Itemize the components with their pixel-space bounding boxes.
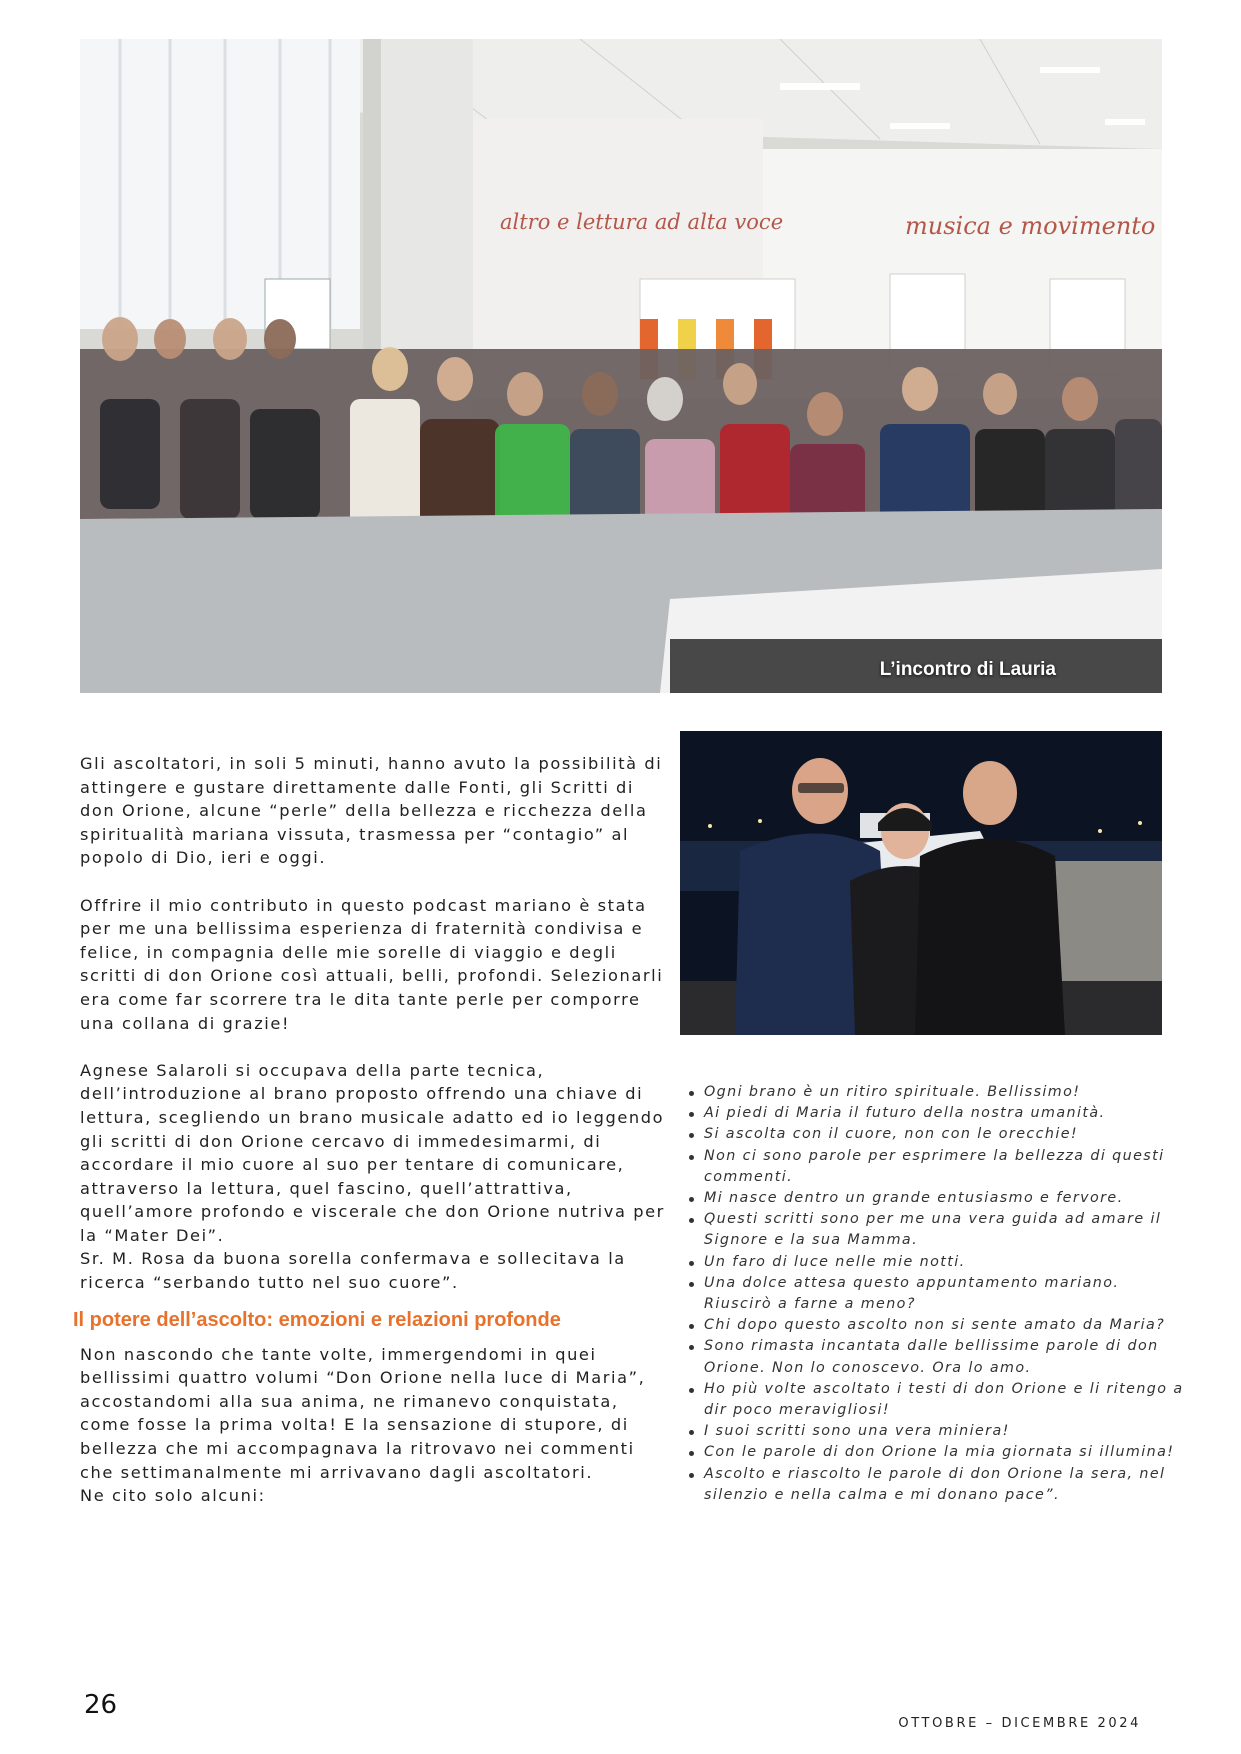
audience-illustration (80, 39, 1162, 693)
list-item: I suoi scritti sono una vera miniera! (704, 1421, 1186, 1442)
paragraph-3: Agnese Salaroli si occupava della parte tecnica, dell’introduzione al brano proposto offrendo una chiave di lettura, scegliendo un brano musicale adatto ed io leggendo gli scritti di don Orione cercavo di immedesimarmi, di accordare il mio cuore al suo per tentare di comunicare, attraverso la lettura, quel fascino, quell’attrattiva, quell’amore profondo e viscerale che don Orione nutriva per la “Mater Dei”. (80, 1060, 665, 1245)
paragraph-1: Gli ascoltatori, in soli 5 minuti, hanno avuto la possibilità di attingere e gustare direttamente dalle Fonti, gli Scritti di don Orione, alcune “perle” della bellezza e ricchezza della spiritualità mariana vissuta, trasmessa per “contagio” al popolo di Dio, ieri e oggi. (80, 754, 663, 868)
list-item: Questi scritti sono per me una vera guida ad amare il Signore e la sua Mamma. (704, 1209, 1186, 1251)
list-item: Ascolto e riascolto le parole di don Orione la sera, nel silenzio e nella calma e mi donano pace”. (704, 1464, 1186, 1506)
article-text (73, 752, 668, 1508)
wall-text-left: altro e lettura ad alta voce (500, 210, 784, 234)
list-item: Ai piedi di Maria il futuro della nostra umanità. (704, 1103, 1186, 1124)
list-item: Una dolce attesa questo appuntamento mariano. Riuscirò a farne a meno? (704, 1273, 1186, 1315)
section-heading: Il potere dell’ascolto: emozioni e relazioni profonde (73, 1308, 561, 1331)
photo-caption: L’incontro di Lauria (879, 659, 1056, 680)
paragraph-4: Sr. M. Rosa da buona sorella confermava e sollecitava la ricerca “serbando tutto nel suo cuore”. (80, 1249, 626, 1293)
main-photo (80, 39, 1162, 693)
paragraph-6: Ne cito solo alcuni: (80, 1486, 266, 1506)
list-item: Ho più volte ascoltato i testi di don Orione e li ritengo a dir poco meravigliosi! (704, 1379, 1186, 1421)
page-number: 26 (84, 1690, 118, 1720)
list-item: Non ci sono parole per esprimere la bellezza di questi commenti. (704, 1146, 1186, 1188)
side-photo (680, 731, 1162, 1035)
harbour-group-illustration (680, 731, 1162, 1035)
list-item: Ogni brano è un ritiro spirituale. Bellissimo! (704, 1082, 1186, 1103)
list-item: Chi dopo questo ascolto non si sente amato da Maria? (704, 1315, 1186, 1336)
list-item: Si ascolta con il cuore, non con le orecchie! (704, 1124, 1186, 1145)
comments-list (688, 1082, 1186, 1506)
issue-date: OTTOBRE – DICEMBRE 2024 (898, 1716, 1141, 1731)
list-item: Sono rimasta incantata dalle bellissime parole di don Orione. Non lo conoscevo. Ora lo amo. (704, 1336, 1186, 1378)
list-item: Un faro di luce nelle mie notti. (704, 1252, 1186, 1273)
list-item: Mi nasce dentro un grande entusiasmo e fervore. (704, 1188, 1186, 1209)
wall-text-right: musica e movimento (905, 212, 1156, 240)
list-item: Con le parole di don Orione la mia giornata si illumina! (704, 1442, 1186, 1463)
paragraph-2: Offrire il mio contributo in questo podcast mariano è stata per me una bellissima esperienza di fraternità condivisa e felice, in compagnia delle mie sorelle di viaggio e degli scritti di don Orione così attuali, belli, profondi. Selezionarli era come far scorrere tra le dita tante perle per comporre una collana di grazie! (80, 895, 664, 1033)
paragraph-5: Non nascondo che tante volte, immergendomi in quei bellissimi quattro volumi “Don Orione nella luce di Maria”, accostandomi alla sua anima, ne rimanevo conquistata, come fosse la prima volta! E la sensazione di stupore, di bellezza che mi accompagnava la ritrovavo nei commenti che settimanalmente mi arrivavano dagli ascoltatori. (80, 1344, 646, 1482)
